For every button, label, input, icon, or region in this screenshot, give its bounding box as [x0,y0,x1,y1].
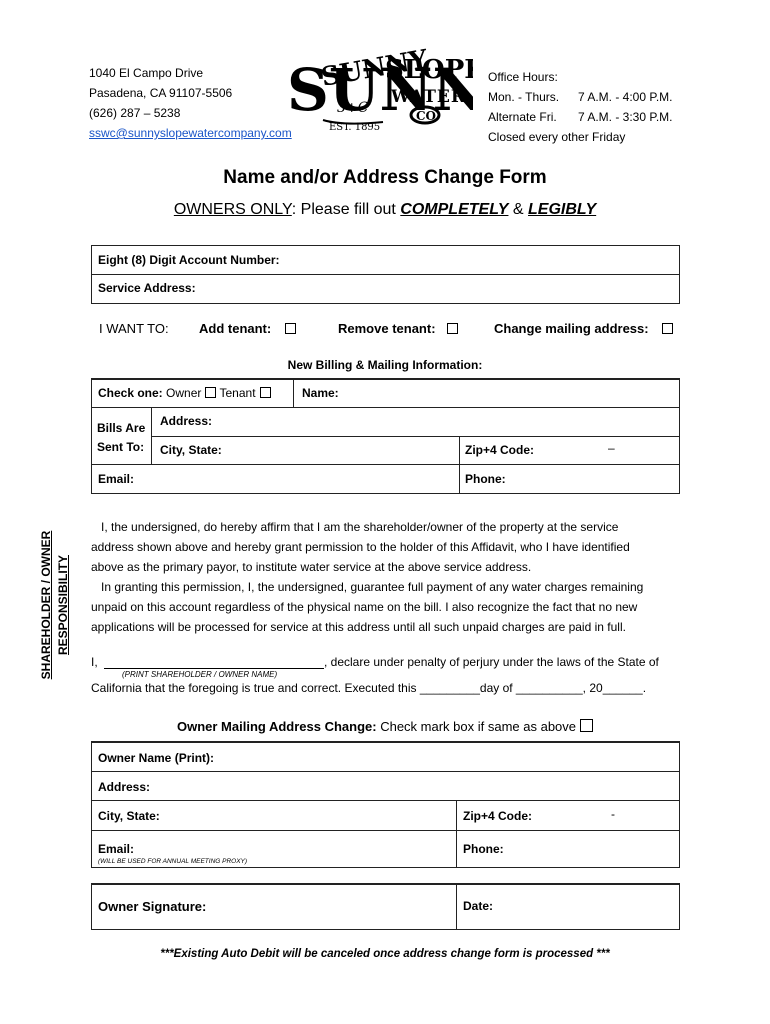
i-want-label: I WANT TO: [99,321,169,336]
company-address [89,63,292,143]
legibly-label: LEGIBLY [528,201,597,218]
svg-text:SUNNY: SUNN [287,56,473,124]
billing-address-label: Address: [160,414,213,428]
owners-only-label: OWNERS ONLY [173,201,292,218]
owner-email-note: (WILL BE USED FOR ANNUAL MEETING PROXY) [98,858,248,865]
zip-dash: – [608,441,615,455]
office-hours-title: Office Hours: [488,70,558,84]
form-title: Name and/or Address Change Form [223,167,547,188]
billing-heading: New Billing & Mailing Information: [287,358,483,372]
completely-label: COMPLETELY [400,201,509,218]
address-line2: Pasadena, CA 91107-5506 [89,86,233,100]
add-tenant-checkbox[interactable] [285,323,296,334]
check-one-group: Check one: Owner Tenant [98,386,271,400]
owner-email-field[interactable] [140,833,452,857]
billing-email-field[interactable] [140,466,455,492]
billing-phone-field[interactable] [510,466,675,492]
service-address-label: Service Address: [98,281,196,295]
owner-address-label: Address: [98,780,151,794]
address-line1: 1040 El Campo Drive [89,66,204,80]
add-tenant-option[interactable]: Add tenant: [199,321,296,336]
owner-zip-field[interactable] [540,802,675,828]
owner-signature-label: Owner Signature: [98,899,207,914]
owner-zip-label: Zip+4 Code: [463,809,533,823]
svg-text:SLOPE: SLOP [385,55,465,85]
service-address-field[interactable] [200,276,675,302]
svg-text:EST. 1895: EST. 1895 [329,122,381,133]
svg-text:WATER: WATER [391,87,467,107]
owner-checkbox[interactable] [205,387,216,398]
owner-mailing-heading: Owner Mailing Address Change: Check mark box if same as above [0,719,770,734]
date-label: Date: [463,899,494,913]
change-mailing-checkbox[interactable] [662,323,673,334]
svg-text:SUNNY: SUNNY [319,48,431,93]
owner-signature-field[interactable] [215,887,452,927]
owner-zip-dash: - [611,807,615,821]
billing-name-label: Name: [302,386,339,400]
print-name-field[interactable] [104,650,324,668]
office-hours [488,67,673,147]
tenant-checkbox[interactable] [260,387,271,398]
owner-address-field[interactable] [150,773,675,799]
billing-address-field[interactable] [215,409,675,435]
owner-phone-field[interactable] [510,833,675,866]
bills-sent-to-label: Bills Are Sent To: [97,421,146,454]
billing-zip-field[interactable] [545,438,675,463]
remove-tenant-checkbox[interactable] [447,323,458,334]
billing-city-state-field[interactable] [230,438,455,463]
company-phone: (626) 287 – 5238 [89,106,181,120]
affidavit-paragraph-1: I, the undersigned, do hereby affirm that I am the shareholder/owner of the property at the service address shown above and hereby grant permission to the holder of this Affidavit, who I have identified above as the primary payor, to institute water service at the above service address. [91,520,630,574]
declaration-line2: California that the foregoing is true and correct. Executed this _________day of __________, 20______. [91,681,647,695]
billing-name-field[interactable] [345,380,675,406]
hours-row: Mon. - Thurs. 7 A.M. - 4:00 P.M. [488,90,673,104]
print-name-caption: (PRINT SHAREHOLDER / OWNER NAME) [122,670,278,679]
owner-email-label: Email: [98,842,135,856]
hours-note: Closed every other Friday [488,130,626,144]
billing-phone-label: Phone: [465,472,506,486]
declaration-suffix: , declare under penalty of perjury under the laws of the State of [324,655,659,669]
remove-tenant-option[interactable]: Remove tenant: [338,321,458,336]
owner-name-label: Owner Name (Print): [98,751,215,765]
owner-city-state-label: City, State: [98,809,160,823]
svg-text:3+C: 3+C [337,100,369,116]
affidavit-paragraph-2: In granting this permission, I, the undersigned, guarantee full payment of any water charges remaining unpaid on this account regardless of the physical name on the bill. I also recognize the fact that no new applications will be processed for service at this address until all such unpaid charges are paid in full. [91,580,644,634]
company-logo [283,48,473,133]
owner-name-field[interactable] [220,744,675,770]
billing-city-state-label: City, State: [160,443,222,457]
form-subtitle: OWNERS ONLY: Please fill out COMPLETELY & LEGIBLY [173,201,597,218]
auto-debit-note: ***Existing Auto Debit will be canceled once address change form is processed *** [160,948,610,960]
shareholder-responsibility-label: SHAREHOLDER / OWNER RESPONSIBILITY [39,530,70,680]
date-field[interactable] [500,887,675,927]
svg-text:CO: CO [416,109,437,123]
declaration-prefix: I, [91,655,98,669]
billing-zip-label: Zip+4 Code: [465,443,535,457]
account-number-field[interactable] [285,247,675,273]
account-number-label: Eight (8) Digit Account Number: [98,253,280,267]
logo-graphic [283,48,473,133]
change-mailing-option[interactable]: Change mailing address: [494,321,673,336]
owner-city-state-field[interactable] [165,802,452,828]
billing-email-label: Email: [98,472,135,486]
same-as-above-checkbox[interactable] [580,719,593,732]
print-name-line [104,668,324,669]
owner-phone-label: Phone: [463,842,504,856]
company-email-link[interactable]: sswc@sunnyslopewatercompany.com [89,126,292,140]
hours-row: Alternate Fri. 7 A.M. - 3:30 P.M. [488,110,673,124]
